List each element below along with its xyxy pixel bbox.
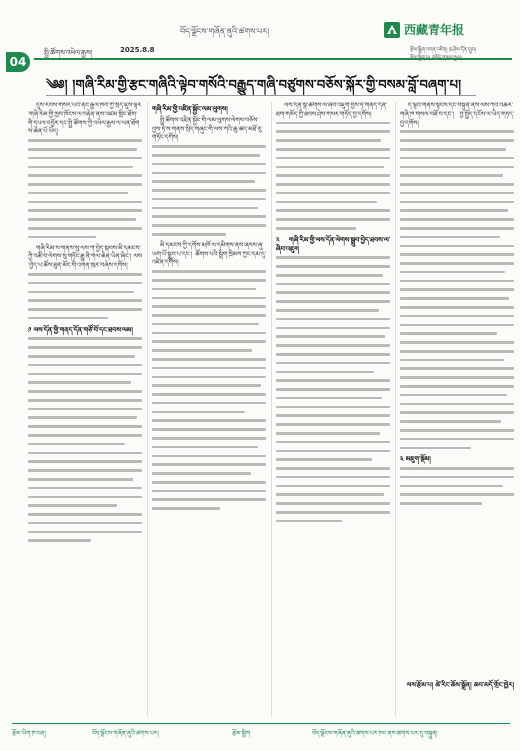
issue-date: 2025.8.8 — [120, 46, 155, 54]
footer-rule — [12, 723, 510, 724]
text-lines — [276, 122, 390, 230]
section-subheading: ༢ གཞི་རིམ་གྱི་ལས་དོན་ལེགས་སྒྲུབ་བྱེད་ཐབས་ལ་ཞིབ་འཇུག — [276, 235, 390, 253]
title-rule — [46, 95, 476, 96]
paragraph: ལས་དོན་སྣ་ཚོགས་ལ་ཞིབ་འཇུག་བྱས་ཏེ་གནད་དོན་ཐག་གཅོད་ཀྱི་ཐབས་ཤེས་གསར་གཏོད་བྱ་དགོས། — [276, 102, 388, 118]
paragraph: ད་ལྟའི་གནས་སྟངས་དང་བསྟུན་ནས་ལས་ཀའི་འཆར་གཞི་ཁ་གསལ་བཟོ་བ་དང་། བྱ་སྤྱོད་དངོས་ལ་ཡིད་གཏད་བྱ་དགོས། — [400, 102, 514, 127]
text-lines — [28, 139, 142, 238]
footer-label-3: རྩོམ་སྒྲིག — [232, 730, 251, 737]
column-3 — [276, 102, 390, 716]
text-lines — [28, 273, 142, 320]
paragraph: མི་དམངས་ཀྱི་དགོས་མཁོ་ལ་དམིགས་ནས་ཞབས་ཞུ་ཡག་པོ་སྒྲུབ་པ་དང་། ཚོགས་པའི་སྒྲིག་ཁྲིམས་ཀྱང་དམ་དུ་འཛིན་དགོས། — [152, 241, 266, 267]
section-subheading: ༡ ལས་དོན་གྱི་གནད་དོན་གཙོ་བོ་དང་ཐབས་ལམ། — [28, 325, 133, 334]
article-title-container — [46, 70, 476, 94]
page-header — [0, 0, 520, 69]
masthead-chinese: 西藏青年报 — [404, 23, 465, 37]
column-divider — [271, 102, 272, 716]
paragraph: དུས་རབས་གསར་པའི་ནང་རྒྱལ་ཁབ་ཀྱི་སྲིད་ཇུས་ལྟར་གཞི་རིམ་གྱི་ཁྱབ་ཁོངས་ལ་བརྟེན་ནས་འཛམ་གླིང་ཐོག་གི་དཔལ་འབྱོར་དང་སྤྱི་ཚོགས་ཀྱི་འཕེལ་རྒྱས་ལ་ཕན་ཐོགས་ཆེན་པོ་ཡོད། — [28, 102, 142, 136]
newspaper-logo-icon — [384, 22, 400, 38]
header-rule — [34, 58, 512, 60]
text-lines — [152, 270, 266, 510]
column-2 — [152, 102, 266, 716]
section-subheading: གཞི་རིམ་གྱི་འཛིན་སྐྱོང་ལམ་ལུགས། — [152, 105, 228, 113]
footer-label-1: རྩོམ་ཡིག་ཁ་བརྡ། — [12, 730, 46, 737]
section-subheading: ༣ མཇུག་སྡོམ། — [400, 455, 431, 464]
editor-in-charge: རྩོམ་སྒྲིག་འགན་འཛིན། ཁྲ་ཤིས་དོན་གྲུབ། — [410, 47, 476, 53]
page-footer — [12, 727, 510, 741]
newspaper-name-tibetan: བོད་ལྗོངས་གཞོན་ནུའི་ཚགས་པར། — [180, 27, 269, 36]
column-divider — [147, 102, 148, 716]
text-lines — [28, 337, 142, 542]
section-label: སྤྱི་ཚོགས་འཕེལ་རྒྱས། — [44, 49, 93, 57]
article-body — [28, 102, 516, 716]
column-4 — [400, 102, 514, 716]
author-byline: ལས་རྩོམ་པ། ཚེ་རིང་ཆོས་སྒྲོན། ཆབ་མདོ་གྲོང་ཁྱེར། — [406, 681, 514, 689]
text-lines — [152, 145, 266, 235]
article-title: ༄༅། །གཞི་རིམ་གྱི་རྩང་གཞིའི་ལྟེབ་གསོའི་བརྒྱུད་གཞི་བཙུགས་བཅོས་སྐོར་གྱི་བསམ་བློ་བཞག་པ། — [46, 78, 462, 93]
column-1 — [28, 102, 142, 716]
column-divider — [395, 102, 396, 716]
text-lines — [400, 467, 514, 505]
paragraph: གཞི་རིམ་ས་གནས་སུ་ལས་ཀ་བྱེད་སྐབས་མི་དམངས་ཀྱི་འཚོ་བ་ལེགས་སུ་གཏོང་རྒྱུ་ནི་གལ་ཆེན་ཡིན་ཞིང་། ལས་བྱེད་པ་ཚོས་ཐུན་མོང་གི་འགན་ཁུར་བཞེས་དགོས། — [28, 244, 142, 270]
footer-label-4: བོད་ལྗོངས་གཞོན་ནུའི་ཚགས་པར་ཁང་ནས་ཚགས་པར་དུ་བསྐྲུན། — [312, 730, 438, 737]
text-lines — [276, 256, 390, 522]
footer-label-2: བོད་ལྗོངས་གཞོན་ནུའི་ཚགས་པར། — [92, 730, 159, 737]
paragraph: སྤྱི་ཚོགས་འཛིན་སྐྱོང་གི་ལམ་ལུགས་ལེགས་བཅོས་བྱས་ཏེ་ས་གནས་སྲིད་གཞུང་གི་ལས་ཀའི་ཆུ་ཚད་མཐོ་རུ་གཏོང་དགོས། — [152, 116, 263, 142]
text-lines — [400, 130, 514, 449]
page-number-badge: 04 — [6, 52, 30, 72]
